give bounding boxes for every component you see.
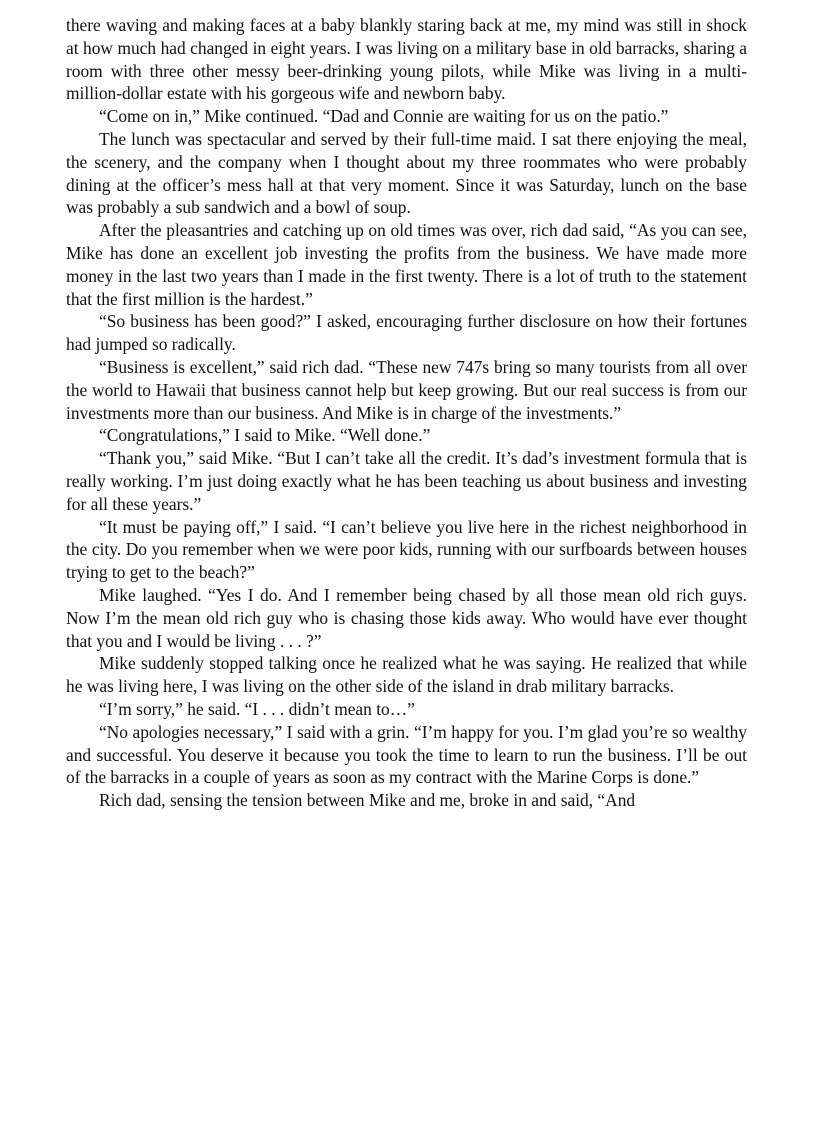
paragraph: “I’m sorry,” he said. “I . . . didn’t mean to…” xyxy=(99,698,415,719)
paragraph-continued: there waving and making faces at a baby blankly staring back at me, my mind was still in shock at how much had changed in eight years. I was living on a military base in old barracks, sharing a room with three other messy beer-drinking young pilots, while Mike was living in a multi-million-dollar estate with his gorgeous wife and newborn baby. xyxy=(66,15,747,104)
paragraph: The lunch was spectacular and served by their full-time maid. I sat there enjoying the meal, the scenery, and the company when I thought about my three roommates who were probably dining at the officer’s mess hall at that very moment. Since it was Saturday, lunch on the base was probably a sub sandwich and a bowl of soup. xyxy=(66,128,747,218)
paragraph: Mike laughed. “Yes I do. And I remember being chased by all those mean old rich guys. Now I’m the mean old rich guy who is chasing those kids away. Who would have ever thought that you and I would be living . . . ?” xyxy=(66,584,747,651)
paragraph: “No apologies necessary,” I said with a grin. “I’m happy for you. I’m glad you’re so wealthy and successful. You deserve it because you took the time to learn to run the business. I’ll be out of the barracks in a couple of years as soon as my contract with the Marine Corps is done.” xyxy=(66,721,747,788)
paragraph: “Thank you,” said Mike. “But I can’t take all the credit. It’s dad’s investment formula that is really working. I’m just doing exactly what he has been teaching us about business and investing for all these years.” xyxy=(66,448,747,514)
paragraph: After the pleasantries and catching up on old times was over, rich dad said, “As you can see, Mike has done an excellent job investing the profits from the business. We have made more money in the last two years than I made in the first twenty. There is a lot of truth to the statement that the first million is the hardest.” xyxy=(66,220,747,309)
paragraph: “It must be paying off,” I said. “I can’t believe you live here in the richest neighborhood in the city. Do you remember when we were poor kids, running with our surfboards between houses trying to get to the beach?” xyxy=(66,516,747,583)
paragraph: “Come on in,” Mike continued. “Dad and Connie are waiting for us on the patio.” xyxy=(99,106,669,127)
paragraph: “Congratulations,” I said to Mike. “Well done.” xyxy=(99,425,431,446)
paragraph: Rich dad, sensing the tension between Mike and me, broke in and said, “And xyxy=(99,790,636,811)
paragraph: Mike suddenly stopped talking once he realized what he was saying. He realized that while he was living here, I was living on the other side of the island in drab military barracks. xyxy=(66,653,747,697)
paragraph: “So business has been good?” I asked, encouraging further disclosure on how their fortunes had jumped so radically. xyxy=(66,311,747,355)
book-page xyxy=(66,14,747,1114)
paragraph: “Business is excellent,” said rich dad. “These new 747s bring so many tourists from all over the world to Hawaii that business cannot help but keep growing. But our real success is from our investments more than our business. And Mike is in charge of the investments.” xyxy=(66,356,747,423)
